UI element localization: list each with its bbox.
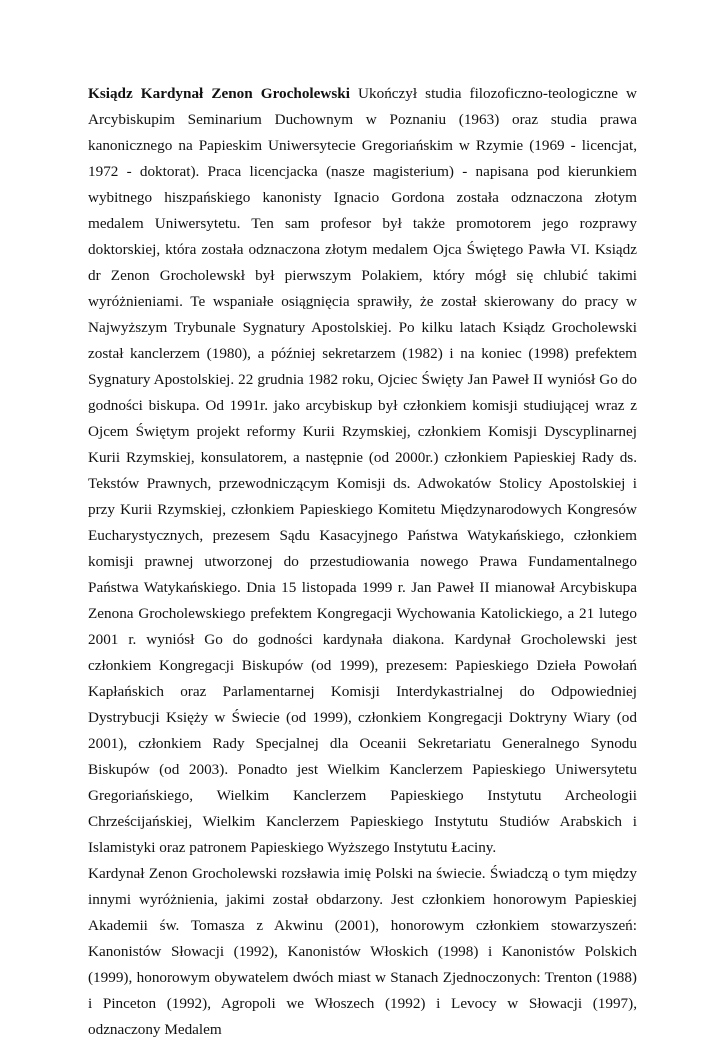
- paragraph-biography: [88, 81, 637, 861]
- paragraph-honors: [88, 861, 637, 1043]
- document-page: [88, 81, 637, 1043]
- paragraph-body: Kardynał Zenon Grocholewski rozsławia imię Polski na świecie. Świadczą o tym między innymi wyróżnienia, jakimi został obdarzony. Jest członkiem honorowym Papieskiej Akademii św. Tomasza z Akwinu (2001), honorowym członkiem stowarzyszeń: Kanonistów Słowacji (1992), Kanonistów Włoskich (1998) i Kanonistów Polskich (1999), honorowym obywatelem dwóch miast w Stanach Zjednoczonych: Trenton (1988) i Pinceton (1992), Agropoli we Włoszech (1992) i Levocy w Słowacji (1997), odznaczony Medalem: [88, 865, 637, 1038]
- paragraph-lead-title: Ksiądz Kardynał Zenon Grocholewski: [88, 85, 350, 102]
- paragraph-body: Ukończył studia filozoficzno-teologiczne w Arcybiskupim Seminarium Duchownym w Poznaniu (1963) oraz studia prawa kanonicznego na Papieskim Uniwersytecie Gregoriańskim w Rzymie (1969 - licencjat, 1972 - doktorat). Praca licencjacka (nasze magisterium) - napisana pod kierunkiem wybitnego hiszpańskiego kanonisty Ignacio Gordona została odznaczona złotym medalem Uniwersytetu. Ten sam profesor był także promotorem jego rozprawy doktorskiej, która została odznaczona złotym medalem Ojca Świętego Pawła VI. Ksiądz dr Zenon Grocholewskł był pierwszym Polakiem, który mógł się chlubić takimi wyróżnieniami. Te wspaniałe osiągnięcia sprawiły, że został skierowany do pracy w Najwyższym Trybunale Sygnatury Apostolskiej. Po kilku latach Ksiądz Grocholewski został kanclerzem (1980), a później sekretarzem (1982) i na koniec (1998) prefektem Sygnatury Apostolskiej. 22 grudnia 1982 roku, Ojciec Święty Jan Paweł II wyniósł Go do godności biskupa. Od 1991r. jako arcybiskup był członkiem komisji studiującej wraz z Ojcem Świętym projekt reformy Kurii Rzymskiej, członkiem Komisji Dyscyplinarnej Kurii Rzymskiej, konsulatorem, a następnie (od 2000r.) członkiem Papieskiej Rady ds. Tekstów Prawnych, przewodniczącym Komisji ds. Adwokatów Stolicy Apostolskiej i przy Kurii Rzymskiej, członkiem Papieskiego Komitetu Międzynarodowych Kongresów Eucharystycznych, prezesem Sądu Kasacyjnego Państwa Watykańskiego, członkiem komisji prawnej utworzonej do przestudiowania nowego Prawa Fundamentalnego Państwa Watykańskiego. Dnia 15 listopada 1999 r. Jan Paweł II mianował Arcybiskupa Zenona Grocholewskiego prefektem Kongregacji Wychowania Katolickiego, a 21 lutego 2001 r. wyniósł Go do godności kardynała diakona. Kardynał Grocholewski jest członkiem Kongregacji Biskupów (od 1999), prezesem: Papieskiego Dzieła Powołań Kapłańskich oraz Parlamentarnej Komisji Interdykastrialnej do Odpowiedniej Dystrybucji Księży w Świecie (od 1999), członkiem Kongregacji Doktryny Wiary (od 2001), członkiem Rady Specjalnej dla Oceanii Sekretariatu Generalnego Synodu Biskupów (od 2003). Ponadto jest Wielkim Kanclerzem Papieskiego Uniwersytetu Gregoriańskiego, Wielkim Kanclerzem Papieskiego Instytutu Archeologii Chrześcijańskiej, Wielkim Kanclerzem Papieskiego Instytutu Studiów Arabskich i Islamistyki oraz patronem Papieskiego Wyższego Instytutu Łaciny.: [88, 85, 638, 856]
